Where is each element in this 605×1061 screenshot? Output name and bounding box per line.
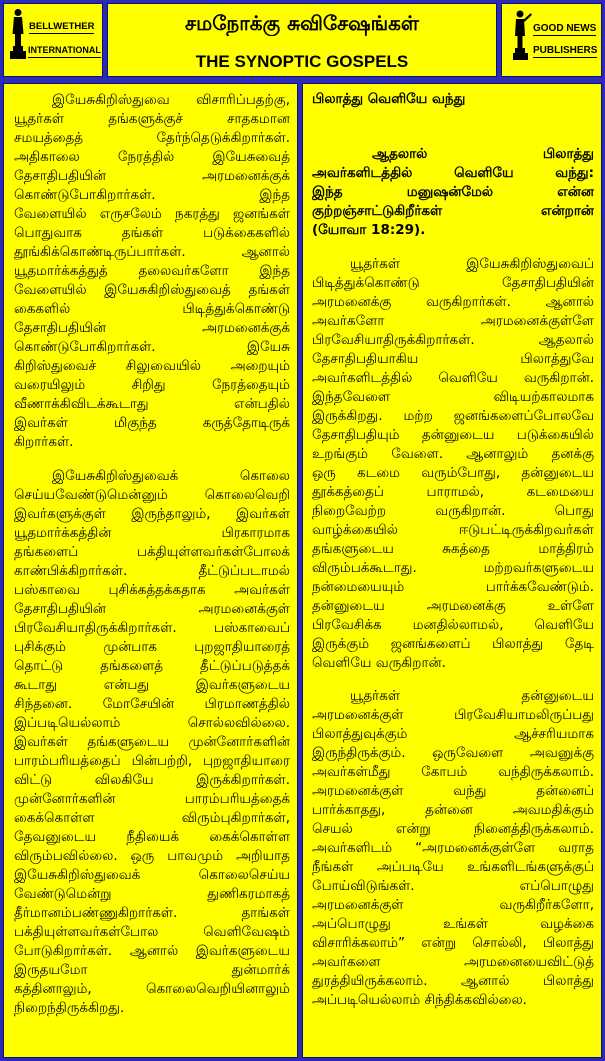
text-line: வேளையில் இயேசுகிறிஸ்துவைத் தங்கள் — [14, 282, 290, 298]
text-line: யூதர்கள் இயேசுகிறிஸ்துவைப் — [350, 256, 594, 272]
herald-icon — [512, 9, 532, 61]
text-line: யூதர்கள் தங்களுக்குச் சாதகமான — [14, 111, 290, 127]
text-line: இந்த மனுஷன்மேல் என்ன — [312, 184, 594, 200]
text-line: நிறைவேற்ற வருகிறான். பொது — [312, 503, 594, 519]
text-line: அதிகாலை நேரத்தில் இயேசுவைத் — [14, 149, 290, 165]
text-line: வாழ்க்கையில் ஈடுபட்டிருக்கிறவர்கள் — [312, 522, 594, 538]
section-heading: பிலாத்து வெளியே வந்து — [312, 91, 466, 107]
text-line: பிடித்துக்கொண்டு தேசாதிபதியின் — [312, 275, 594, 291]
text-line: பக்தியுள்ளவர்கள்போல வெளிவேஷம் — [14, 924, 290, 940]
text-line: தேசாதிபதியும் தன்னுடைய படுக்கையில் — [312, 427, 594, 443]
logo-name-line2: PUBLISHERS — [533, 45, 598, 56]
text-line: ஒரு கடமை வரும்போது, தன்னுடைய — [312, 465, 594, 481]
text-line: விசாரிக்கலாம்” என்று சொல்லி, பிலாத்து — [312, 935, 594, 951]
text-line: நிறைந்திருக்கிறது. — [14, 1000, 125, 1016]
text-line: இருக்கும் ஜனங்களைப் பிலாத்து தேடி — [312, 636, 594, 652]
text-line: அவர்களோ அரமனைக்குள்ளே — [312, 313, 594, 329]
text-line: கூடாது என்பது இவர்களுடைய — [14, 677, 290, 693]
text-line: போய்விடுங்கள். எப்பொழுது — [312, 878, 594, 894]
logo-name-line1: GOOD NEWS — [533, 23, 597, 34]
text-line: பிரவேசியாதிருக்கிறார்கள். ஆதலால் — [312, 332, 594, 348]
left-column — [3, 83, 298, 1058]
logo-name-line1: BELLWETHER — [29, 21, 95, 32]
title-english: THE SYNOPTIC GOSPELS — [195, 52, 409, 71]
text-line: யூதமார்க்கத்தின் பிரகாரமாக — [14, 525, 290, 541]
text-line: யூதமார்க்கத்துத் தலைவர்களோ இந்த — [14, 263, 290, 279]
icon-shape — [523, 13, 532, 22]
text-line: கொண்டுபோகிறார்கள். இந்த — [14, 187, 290, 203]
statue-icon — [9, 8, 27, 60]
text-line: முன்னோர்களின் பாரம்பரியத்தைக் — [14, 791, 290, 807]
text-line: இயேசுகிறிஸ்துவைக் கொலை — [52, 468, 290, 484]
text-line: இயேசுகிறிஸ்துவை விசாரிப்பதற்கு, — [52, 92, 290, 108]
text-line: பாரம்பரியத்தைப் பின்பற்றி, புறஜாதியாரை — [14, 753, 290, 769]
text-line: தொட்டு தங்களைத் தீட்டுப்படுத்தக் — [14, 658, 290, 674]
text-line: இப்படியெல்லாம் சொல்லவில்லை. — [14, 715, 290, 731]
text-line: ஆதலால் பிலாத்து — [372, 146, 594, 162]
text-line: தேசாதிபதியாகிய பிலாத்துவே — [312, 351, 594, 367]
text-line: அவர்களிடத்தில் வெளியே வருகிறான். — [312, 370, 594, 386]
text-line: புசிக்கும் முன்பாக புறஜாதியாரைத் — [14, 639, 290, 655]
text-line: வீணாக்கிவிடக்கூடாது என்பதில் — [14, 396, 290, 412]
text-line: தேசாதிபதியின் அரமனைக்குள் — [14, 601, 290, 617]
icon-shape — [13, 17, 24, 46]
icon-shape — [515, 48, 525, 53]
text-line: அரமனைக்குள் வருகிறீர்களோ, — [312, 897, 594, 913]
text-line: வேளையில் எருசலேம் நகரத்து ஜனங்கள் — [14, 206, 290, 222]
text-line: தேசாதிபதியின் அரமனைக்குக் — [14, 320, 290, 336]
icon-shape — [13, 46, 23, 51]
text-line: பொதுவாக தங்கள் படுக்கைகளில் — [14, 225, 290, 241]
text-line: அவர்கள்மீது கோபம் வந்திருக்கலாம். — [312, 764, 594, 780]
text-line: (யோவா 18:29). — [312, 222, 426, 238]
text-line: தூக்கத்தைப் பாராமல், கடமையை — [312, 484, 594, 500]
text-line: கைகளில் பிடித்துக்கொண்டு — [14, 301, 290, 317]
text-line: நீங்கள் அப்படியே உங்களிடங்களுக்குப் — [312, 859, 594, 875]
text-line: கத்தினாலும், கொலைவெறியினாலும் — [14, 981, 290, 997]
text-line: தங்களைப் பக்தியுள்ளவர்கள்போலக் — [14, 544, 290, 560]
text-line: யூதர்கள் தன்னுடைய — [350, 688, 594, 704]
scripture-quote — [312, 145, 594, 240]
icon-shape — [513, 53, 528, 60]
right-column — [302, 83, 602, 1058]
text-line: காண்பிக்கிறார்கள். தீட்டுப்படாமல் — [14, 563, 290, 579]
text-line: உறங்கும் வேளை. ஆனாலும் தனக்கு — [312, 446, 594, 462]
text-line: அவர்களிடம் “அரமனைக்குள்ளே வராத — [312, 840, 594, 856]
text-line: அரமனைக்கு வருகிறார்கள். ஆனால் — [312, 294, 594, 310]
text-line: அரமனைக்குள் பிரவேசியாமலிருப்பது — [312, 707, 594, 723]
text-line: அவர்களிடத்தில் வெளியே வந்து: — [312, 165, 594, 181]
text-line: தேவனுடைய நீதியைக் கைக்கொள்ள — [14, 829, 290, 845]
text-line: விரும்பவில்லை. ஒரு பாவமும் அறியாத — [14, 848, 290, 864]
text-line: செயல் என்று நினைத்திருக்கலாம். — [312, 821, 594, 837]
text-line: விரும்பக்கூடாது. மற்றவர்களுடைய — [312, 560, 594, 576]
text-line: பிலாத்துவுக்கும் ஆச்சரியமாக — [312, 726, 594, 742]
text-line: அரமனைக்குள் வந்து தன்னைப் — [312, 783, 594, 799]
good-news-logo — [501, 3, 602, 77]
text-line: சிந்தனை. மோசேயின் பிரமாணத்தில் — [14, 696, 290, 712]
text-line: போடுகிறார்கள். ஆனால் இவர்களுடைய — [14, 943, 290, 959]
text-line: இயேசுகிறிஸ்துவைக் கொலைசெய்ய — [14, 867, 290, 883]
paragraph — [312, 687, 594, 1010]
text-line: தேசாதிபதியின் அரமனைக்குக் — [14, 168, 290, 184]
paragraph — [312, 255, 594, 673]
text-line: குற்றஞ்சாட்டுகிறீர்கள் என்றான் — [312, 203, 594, 219]
text-line: இருதயமோ துன்மார்க் — [14, 962, 290, 978]
title-banner — [107, 3, 497, 77]
text-line: கைக்கொள்ள விரும்புகிறார்கள், — [14, 810, 290, 826]
text-line: இந்தவேளை விடியற்காலமாக — [312, 389, 594, 405]
text-line: இவர்கள் மிகுந்த கருத்தோடிருக் — [14, 415, 290, 431]
text-line: வெளியே வருகிறான். — [312, 655, 446, 671]
text-line: இவர்கள் தங்களுடைய முன்னோர்களின் — [14, 734, 290, 750]
text-line: கொண்டுபோகிறார்கள். இயேசு — [14, 339, 290, 355]
text-line: அப்பொழுது உங்கள் வழக்கை — [312, 916, 594, 932]
icon-shape — [517, 11, 524, 18]
paragraph — [14, 467, 290, 1018]
icon-shape — [515, 19, 525, 48]
text-line: விட்டு விலகியே இருக்கிறார்கள். — [14, 772, 290, 788]
text-line: அப்படியெல்லாம் சிந்திக்கவில்லை. — [312, 992, 527, 1008]
text-line: தீர்மானம்பண்ணுகிறார்கள். தாங்கள் — [14, 905, 290, 921]
bellwether-logo — [3, 3, 103, 77]
text-line: பார்க்காதது, தன்னை அவமதிக்கும் — [312, 802, 594, 818]
text-line: கிறிஸ்துவைச் சிலுவையில் அறையும் — [14, 358, 290, 374]
text-line: பஸ்காவை புசிக்கத்தக்கதாக அவர்கள் — [14, 582, 290, 598]
title-tamil: சமநோக்கு சுவிசேஷங்கள் — [185, 11, 419, 35]
text-line: வரையிலும் சிறிது நேரத்தையும் — [14, 377, 290, 393]
text-line: தன்னுடைய அரமனைக்கு உள்ளே — [312, 598, 594, 614]
text-line: தங்களுடைய சுகத்தை மாத்திரம் — [312, 541, 594, 557]
text-line: சமயத்தைத் தேர்ந்தெடுக்கிறார்கள். — [14, 130, 290, 146]
text-line: இவர்களுக்குள் இருந்தாலும், இவர்கள் — [14, 506, 290, 522]
paragraph — [14, 91, 290, 452]
text-line: நன்மையையும் பார்க்கவேண்டும். — [312, 579, 594, 595]
text-line: இருந்திருக்கும். ஒருவேளை அவனுக்கு — [312, 745, 594, 761]
text-line: துரத்தியிருக்கலாம். ஆனால் பிலாத்து — [312, 973, 594, 989]
text-line: செய்யவேண்டுமென்னும் கொலைவெறி — [14, 487, 290, 503]
logo-name-line2: INTERNATIONAL — [28, 45, 101, 58]
text-line: தூங்கிக்கொண்டிருப்பார்கள். ஆனால் — [14, 244, 290, 260]
text-line: பிரவேசியாதிருக்கிறார்கள். பஸ்காவைப் — [14, 620, 290, 636]
text-line: வேண்டுமென்று துணிகரமாகத் — [14, 886, 290, 902]
icon-shape — [10, 51, 26, 59]
text-line: கிறார்கள். — [14, 434, 74, 450]
text-line: பிரவேசிக்க மனதில்லாமல், வெளியே — [312, 617, 594, 633]
text-line: அவர்களை அரமனையைவிட்டுத் — [312, 954, 594, 970]
text-line: இருக்கிறது. மற்ற ஜனங்களைப்போலவே — [312, 408, 594, 424]
icon-shape — [15, 9, 22, 16]
